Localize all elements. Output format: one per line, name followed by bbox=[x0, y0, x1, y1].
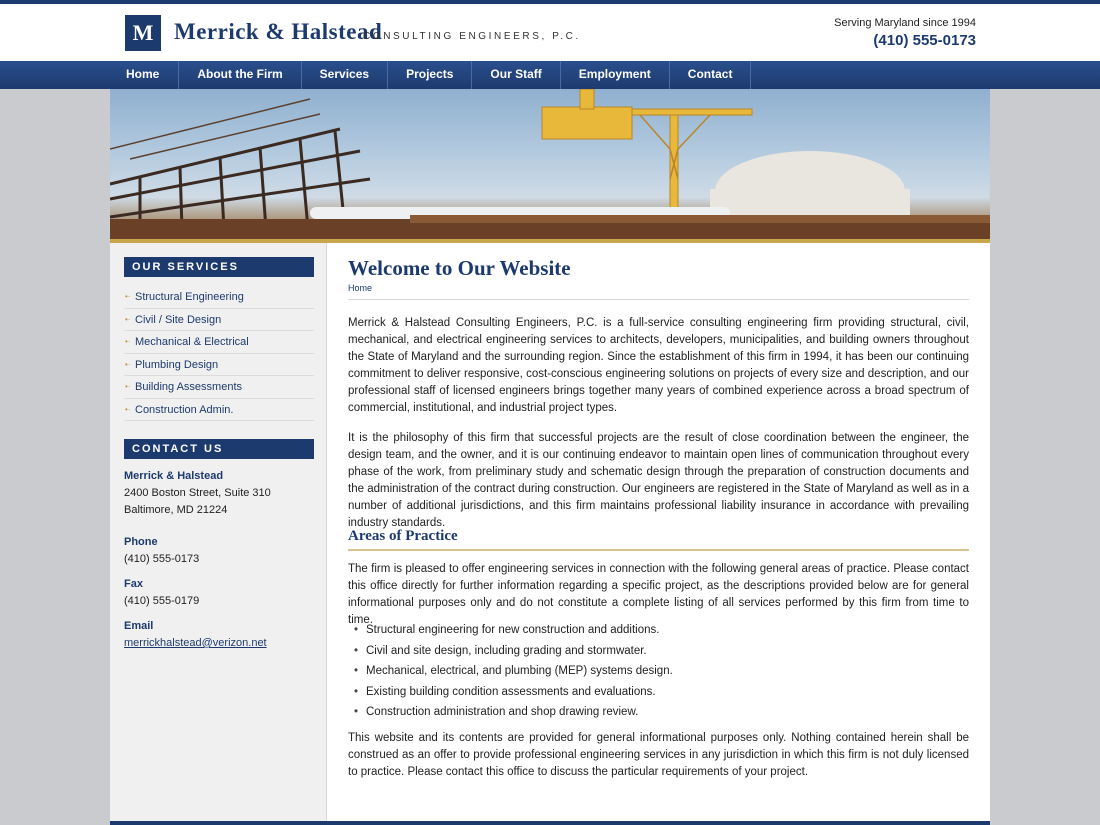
sidebar-item-plumbing-design[interactable] bbox=[124, 354, 314, 377]
page-container bbox=[110, 89, 990, 825]
nav-our-staff[interactable]: Our Staff bbox=[472, 61, 560, 89]
practice-list bbox=[354, 620, 954, 723]
main-nav bbox=[0, 61, 1100, 89]
services-list bbox=[124, 286, 314, 421]
contact-address-line2: Baltimore, MD 21224 bbox=[124, 504, 228, 516]
contact-fax-label: Fax bbox=[124, 578, 143, 590]
bullet-icon: •· bbox=[125, 314, 131, 324]
sidebar-item-structural-engineering[interactable] bbox=[124, 286, 314, 309]
sidebar-item-label: Plumbing Design bbox=[135, 358, 219, 371]
sidebar-item-mechanical-electrical[interactable] bbox=[124, 331, 314, 354]
list-item: • Civil and site design, including grading and stormwater. bbox=[354, 641, 954, 662]
nav-contact[interactable]: Contact bbox=[670, 61, 752, 89]
contact-email-link[interactable]: merrickhalstead@verizon.net bbox=[124, 637, 267, 649]
contact-phone-value: (410) 555-0173 bbox=[124, 553, 200, 565]
sidebar-item-label: Mechanical & Electrical bbox=[135, 336, 249, 348]
footer-bar bbox=[110, 821, 990, 825]
list-item: • Mechanical, electrical, and plumbing (MEP) systems design. bbox=[354, 661, 954, 682]
nav-projects[interactable]: Projects bbox=[388, 61, 472, 89]
contact-phone-label: Phone bbox=[124, 536, 158, 548]
contact-email-label: Email bbox=[124, 620, 154, 632]
header-phone: (410) 555-0173 bbox=[873, 32, 976, 49]
sidebar bbox=[110, 243, 327, 825]
nav-home[interactable]: Home bbox=[110, 61, 179, 89]
title-divider bbox=[348, 299, 969, 300]
site-header bbox=[0, 4, 1100, 61]
bullet-icon: •· bbox=[125, 292, 131, 301]
list-item: • Structural engineering for new construction and additions. bbox=[354, 620, 954, 641]
bullet-icon: •· bbox=[125, 382, 131, 391]
intro-paragraph: Merrick & Halstead Consulting Engineers, P.C. is a full-service consulting engineering firm providing structural, civil, mechanical, and electrical engineering services to architects, developers, municipalities, and building owners throughout the State of Maryland and the surrounding region. Since the establishment of this firm in 1994, it has been our continuing commitment to deliver responsive, cost-conscious engineering solutions on projects of every size and description, and our professional staff of licensed engineers brings together many years of combined experience across a broad spectrum of commercial, institutional, and industrial project types. bbox=[348, 317, 969, 414]
hero-banner-image bbox=[110, 89, 990, 243]
nav-services[interactable]: Services bbox=[302, 61, 388, 89]
logo-mark[interactable]: M bbox=[125, 15, 161, 51]
contact-email bbox=[124, 618, 314, 652]
list-item: • Construction administration and shop drawing review. bbox=[354, 702, 954, 723]
sidebar-item-label: Structural Engineering bbox=[135, 291, 244, 303]
logo-firm-name[interactable]: Merrick & Halstead bbox=[174, 19, 383, 44]
contact-fax-value: (410) 555-0179 bbox=[124, 595, 200, 607]
contact-company: Merrick & Halstead bbox=[124, 470, 224, 482]
page-title: Welcome to Our Website bbox=[348, 256, 571, 280]
contact-phone bbox=[124, 534, 314, 568]
nav-about-the-firm[interactable]: About the Firm bbox=[179, 61, 301, 89]
breadcrumb[interactable]: Home bbox=[348, 283, 373, 293]
areas-of-practice-heading: Areas of Practice bbox=[348, 528, 458, 544]
philosophy-paragraph: It is the philosophy of this firm that successful projects are the result of close coordination between the engineer, the design team, and the owner, and it is our continuing endeavor to maintain open lines of communication throughout every phase of the work, from preliminary study and schematic design through the preparation of construction documents and the administration of the contract during construction. Our engineers are registered in the State of Maryland as well as in a number of additional jurisdictions, and this firm maintains professional liability insurance in accordance with prevailing industry standards. bbox=[348, 432, 969, 529]
list-item: • Existing building condition assessments and evaluations. bbox=[354, 682, 954, 703]
bullet-icon: •· bbox=[125, 337, 131, 346]
sidebar-item-label: Civil / Site Design bbox=[135, 313, 222, 326]
nav-employment[interactable]: Employment bbox=[561, 61, 670, 89]
bullet-icon: •· bbox=[125, 404, 131, 414]
sidebar-item-civil-site-design[interactable] bbox=[124, 309, 314, 332]
contact-fax bbox=[124, 576, 314, 610]
sidebar-item-building-assessments[interactable] bbox=[124, 376, 314, 399]
sidebar-item-label: Construction Admin. bbox=[135, 403, 234, 416]
sidebar-contact-heading: CONTACT US bbox=[124, 439, 314, 459]
bullet-icon: •· bbox=[125, 359, 131, 369]
contact-address bbox=[124, 468, 314, 519]
contact-address-line1: 2400 Boston Street, Suite 310 bbox=[124, 487, 271, 499]
sidebar-item-construction-admin[interactable] bbox=[124, 399, 314, 422]
serving-tagline: Serving Maryland since 1994 bbox=[834, 17, 976, 29]
disclaimer-paragraph: This website and its contents are provided for general informational purposes only. Nothing contained herein shall be construed as an offer to provide professional engineering services in any jurisdiction in which this firm is not duly licensed to practice. Please contact this office to discuss the particular requirements of your project. bbox=[348, 732, 969, 778]
sidebar-services-heading: OUR SERVICES bbox=[124, 257, 314, 277]
sidebar-item-label: Building Assessments bbox=[135, 381, 242, 393]
logo-subtitle: CONSULTING ENGINEERS, P.C. bbox=[363, 31, 581, 42]
areas-divider bbox=[348, 549, 969, 551]
areas-paragraph: The firm is pleased to offer engineering services in connection with the following general areas of practice. Please contact this office directly for further information regarding a specific project, as the descriptions provided below are for general informational purposes only and do not constitute a complete listing of all services performed by this firm from time to time. bbox=[348, 563, 969, 626]
